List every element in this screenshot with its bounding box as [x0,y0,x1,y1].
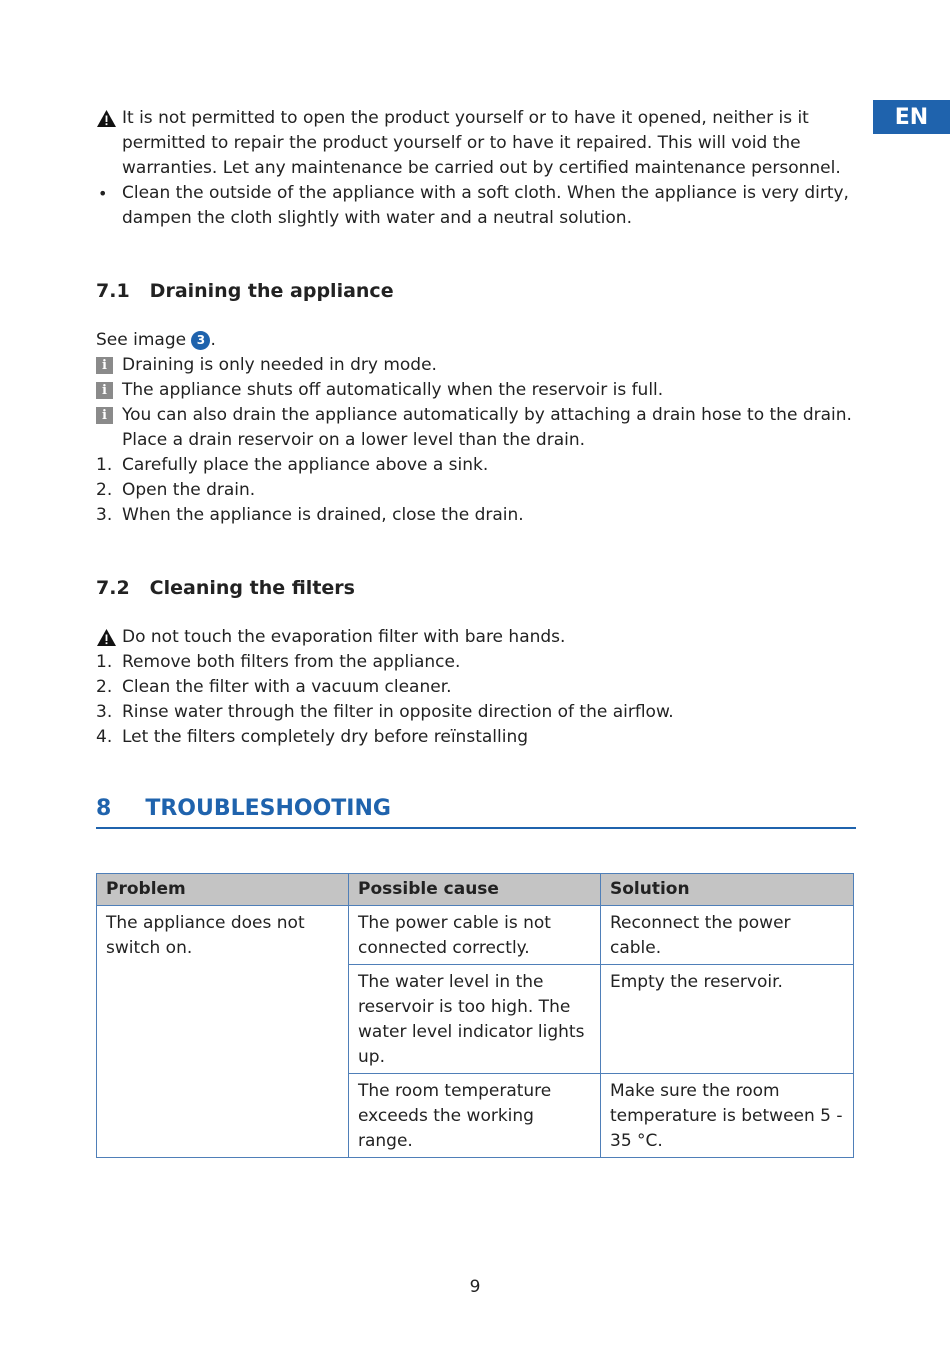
solution-cell: Make sure the room temperature is between 5 - 35 °C. [601,1074,854,1158]
step-number: 2. [96,480,113,500]
step-text: Clean the filter with a vacuum cleaner. [122,677,452,697]
section-number: 7.2 [96,577,130,599]
table-row [97,906,854,965]
cause-cell: The water level in the reservoir is too high. The water level indicator lights up. [349,965,601,1074]
section-title: Cleaning the filters [149,577,355,599]
info-icon: i [96,382,113,399]
step-number: 4. [96,727,113,747]
warning-note [96,106,856,181]
step-number: 3. [96,505,113,525]
problem-cell: The appliance does not switch on. [97,906,349,1158]
warning-icon [96,625,118,650]
language-tab: EN [873,100,950,134]
info-icon: i [96,407,113,424]
image-ref-badge: 3 [191,331,210,350]
column-header: Solution [601,874,854,906]
troubleshooting-table [96,873,854,1158]
bullet-icon: • [98,184,108,203]
see-image-suffix: . [210,330,216,350]
section-heading-7-1 [96,280,856,302]
info-item [96,403,856,453]
info-icon: i [96,357,113,374]
page-number: 9 [469,1277,481,1297]
step-number: 3. [96,702,113,722]
section-number: 7.1 [96,280,130,302]
step-text: Rinse water through the filter in opposite direction of the airflow. [122,702,674,722]
step-number: 1. [96,455,113,475]
step-text: Carefully place the appliance above a sink. [122,455,489,475]
chapter-number: 8 [96,796,112,821]
warning-icon [96,106,118,131]
chapter-heading-troubleshooting [96,796,856,829]
info-text: Draining is only needed in dry mode. [122,355,437,375]
column-header: Problem [97,874,349,906]
step-item [96,675,856,700]
bullet-text: Clean the outside of the appliance with a soft cloth. When the appliance is very dirty, dampen the cloth slightly with water and a neutral solution. [122,183,849,228]
step-text: Let the filters completely dry before reïnstalling [122,727,529,747]
info-text: You can also drain the appliance automatically by attaching a drain hose to the drain. Place a drain reservoir on a lower level than the drain. [122,405,852,450]
cause-cell: The power cable is not connected correctly. [349,906,601,965]
info-item [96,353,856,378]
step-number: 1. [96,652,113,672]
step-number: 2. [96,677,113,697]
see-image-prefix: See image [96,330,192,350]
section-title: Draining the appliance [149,280,394,302]
info-text: The appliance shuts off automatically when the reservoir is full. [122,380,664,400]
step-text: When the appliance is drained, close the drain. [122,505,524,525]
section-heading-7-2 [96,577,856,599]
bullet-item [96,181,856,231]
info-item [96,378,856,403]
page-content [96,106,856,1158]
warning-text: Do not touch the evaporation filter with bare hands. [122,627,566,647]
step-item [96,725,856,750]
chapter-title: TROUBLESHOOTING [145,796,391,821]
step-text: Remove both filters from the appliance. [122,652,461,672]
cause-cell: The room temperature exceeds the working range. [349,1074,601,1158]
step-item [96,700,856,725]
warning-note [96,625,856,650]
step-text: Open the drain. [122,480,256,500]
step-item [96,650,856,675]
step-item [96,503,856,528]
column-header: Possible cause [349,874,601,906]
table-header-row [97,874,854,906]
warning-text: It is not permitted to open the product yourself or to have it opened, neither is it permitted to repair the product yourself or to have it repaired. This will void the warranties. Let any maintenance be carried out by certified maintenance personnel. [122,108,841,178]
step-item [96,453,856,478]
step-item [96,478,856,503]
solution-cell: Reconnect the power cable. [601,906,854,965]
solution-cell: Empty the reservoir. [601,965,854,1074]
see-image-line [96,328,856,353]
